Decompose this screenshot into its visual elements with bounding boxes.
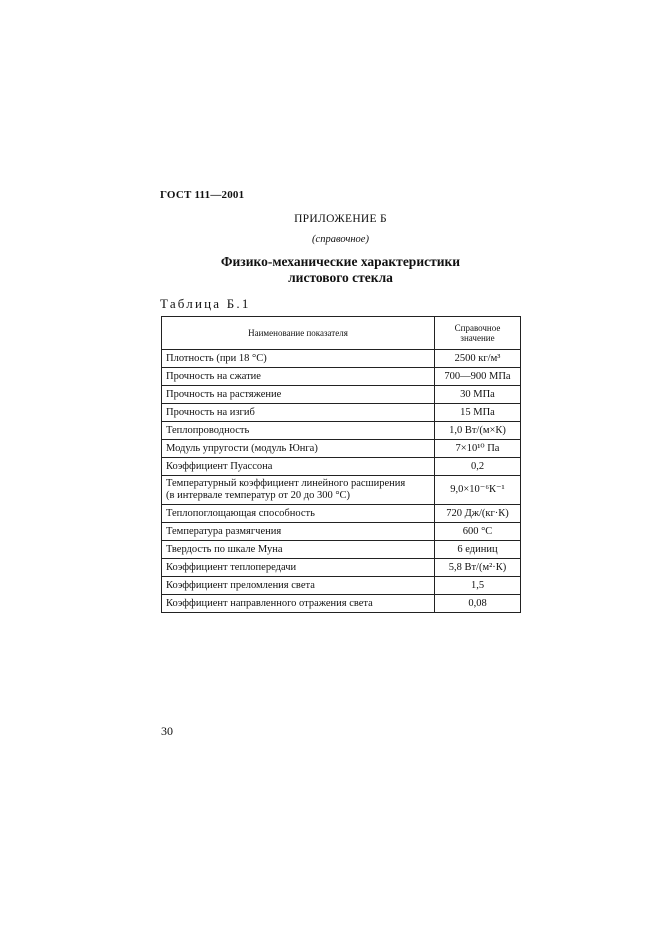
table-caption: Таблица Б.1 (160, 296, 251, 311)
column-header-value-line-1: Справочное (454, 323, 501, 333)
property-name: Прочность на растяжение (162, 386, 435, 404)
property-name: Модуль упругости (модуль Юнга) (162, 440, 435, 458)
property-value: 7×10¹⁰ Па (435, 440, 521, 458)
property-name: Прочность на сжатие (162, 368, 435, 386)
table-row (162, 559, 521, 577)
column-header-name: Наименование показателя (162, 317, 435, 350)
property-name (162, 476, 435, 505)
property-name: Коэффициент направленного отражения света (162, 595, 435, 613)
property-name-line-2: (в интервале температур от 20 до 300 °С) (166, 490, 351, 501)
property-value: 600 °С (435, 523, 521, 541)
appendix-title: ПРИЛОЖЕНИЕ Б (294, 213, 387, 225)
table-row (162, 523, 521, 541)
property-value: 0,2 (435, 458, 521, 476)
table-header-row (162, 317, 521, 350)
section-heading-line-2: листового стекла (288, 270, 393, 285)
property-value: 30 МПа (435, 386, 521, 404)
properties-table (161, 316, 521, 613)
table-row (162, 458, 521, 476)
table-row (162, 404, 521, 422)
section-heading-line-1: Физико-механические характеристики (220, 254, 461, 269)
appendix-note: (справочное) (312, 234, 369, 245)
property-value: 700—900 МПа (435, 368, 521, 386)
property-value: 6 единиц (435, 541, 521, 559)
property-value: 1,5 (435, 577, 521, 595)
property-name: Коэффициент теплопередачи (162, 559, 435, 577)
property-name: Теплопроводность (162, 422, 435, 440)
property-name: Твердость по шкале Муна (162, 541, 435, 559)
property-value: 5,8 Вт/(м²·К) (435, 559, 521, 577)
property-name: Теплопоглощающая способность (162, 505, 435, 523)
page-number: 30 (161, 724, 173, 738)
property-value: 2500 кг/м³ (435, 350, 521, 368)
section-heading (10, 254, 661, 286)
property-name: Коэффициент преломления света (162, 577, 435, 595)
table-row (162, 350, 521, 368)
property-value: 15 МПа (435, 404, 521, 422)
document-code: ГОСТ 111—2001 (160, 189, 245, 201)
table-row (162, 541, 521, 559)
property-value: 9,0×10⁻⁶К⁻¹ (435, 476, 521, 505)
table-row (162, 440, 521, 458)
table-row (162, 476, 521, 505)
property-name: Плотность (при 18 °С) (162, 350, 435, 368)
property-value: 1,0 Вт/(м×К) (435, 422, 521, 440)
column-header-value-line-2: значение (460, 333, 495, 343)
property-value: 720 Дж/(кг·К) (435, 505, 521, 523)
table-row (162, 505, 521, 523)
table-row (162, 368, 521, 386)
property-value: 0,08 (435, 595, 521, 613)
property-name: Коэффициент Пуассона (162, 458, 435, 476)
table-row (162, 577, 521, 595)
property-name: Прочность на изгиб (162, 404, 435, 422)
column-header-value (435, 317, 521, 350)
table-row (162, 386, 521, 404)
table-row (162, 422, 521, 440)
property-name-line-1: Температурный коэффициент линейного расширения (166, 478, 406, 489)
table-row (162, 595, 521, 613)
property-name: Температура размягчения (162, 523, 435, 541)
